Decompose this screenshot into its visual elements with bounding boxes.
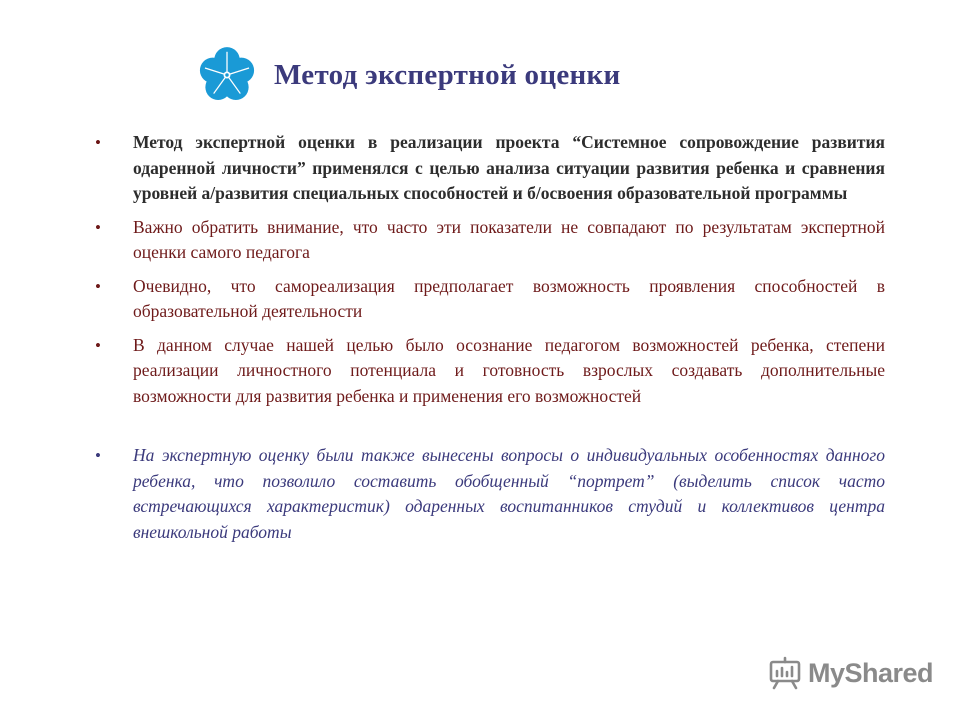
bullet-item <box>95 274 885 325</box>
bullet-marker: • <box>95 276 101 296</box>
watermark-text: MyShared <box>808 657 934 688</box>
bullet-marker: • <box>95 217 101 237</box>
presentation-board-icon <box>768 656 802 690</box>
bullet-text: Очевидно, что самореализация предполагает возможность проявления способностей в образовательной деятельности <box>133 275 885 321</box>
bullet-marker: • <box>95 335 101 355</box>
bullet-marker: • <box>95 133 101 152</box>
bullet-text: В данном случае нашей целью было осознание педагогом возможностей ребенка, степени реализации личностного потенциала и готовность взрослых создавать дополнительные возможности для развития ребенка и применения его возможностей <box>133 334 885 406</box>
flower-icon <box>198 46 256 104</box>
slide-title: Метод экспертной оценки <box>274 58 621 91</box>
bullet-item <box>95 333 885 410</box>
title-row <box>198 46 621 104</box>
bullet-list <box>95 130 885 553</box>
bullet-text: На экспертную оценку были также вынесены вопросы о индивидуальных особенностях данного ребенка, что позволило составить обобщенный “портрет” (выделить список часто встречающихся характеристик) одаренных воспитанников студий и коллективов центра внешкольной работы <box>133 445 885 542</box>
bullet-text: Важно обратить внимание, что часто эти показатели не совпадают по результатам экспертной оценки самого педагога <box>133 216 885 262</box>
bullet-item <box>95 443 885 545</box>
watermark <box>768 656 933 690</box>
bullet-text: Метод экспертной оценки в реализации проекта “Системное сопровождение развития одаренной личности” применялся с целью анализа ситуации развития ребенка и сравнения уровней а/развития специальных способностей и б/освоения образовательной программы <box>133 132 885 203</box>
bullet-item <box>95 215 885 266</box>
bullet-marker: • <box>95 446 101 465</box>
bullet-item <box>95 130 885 207</box>
